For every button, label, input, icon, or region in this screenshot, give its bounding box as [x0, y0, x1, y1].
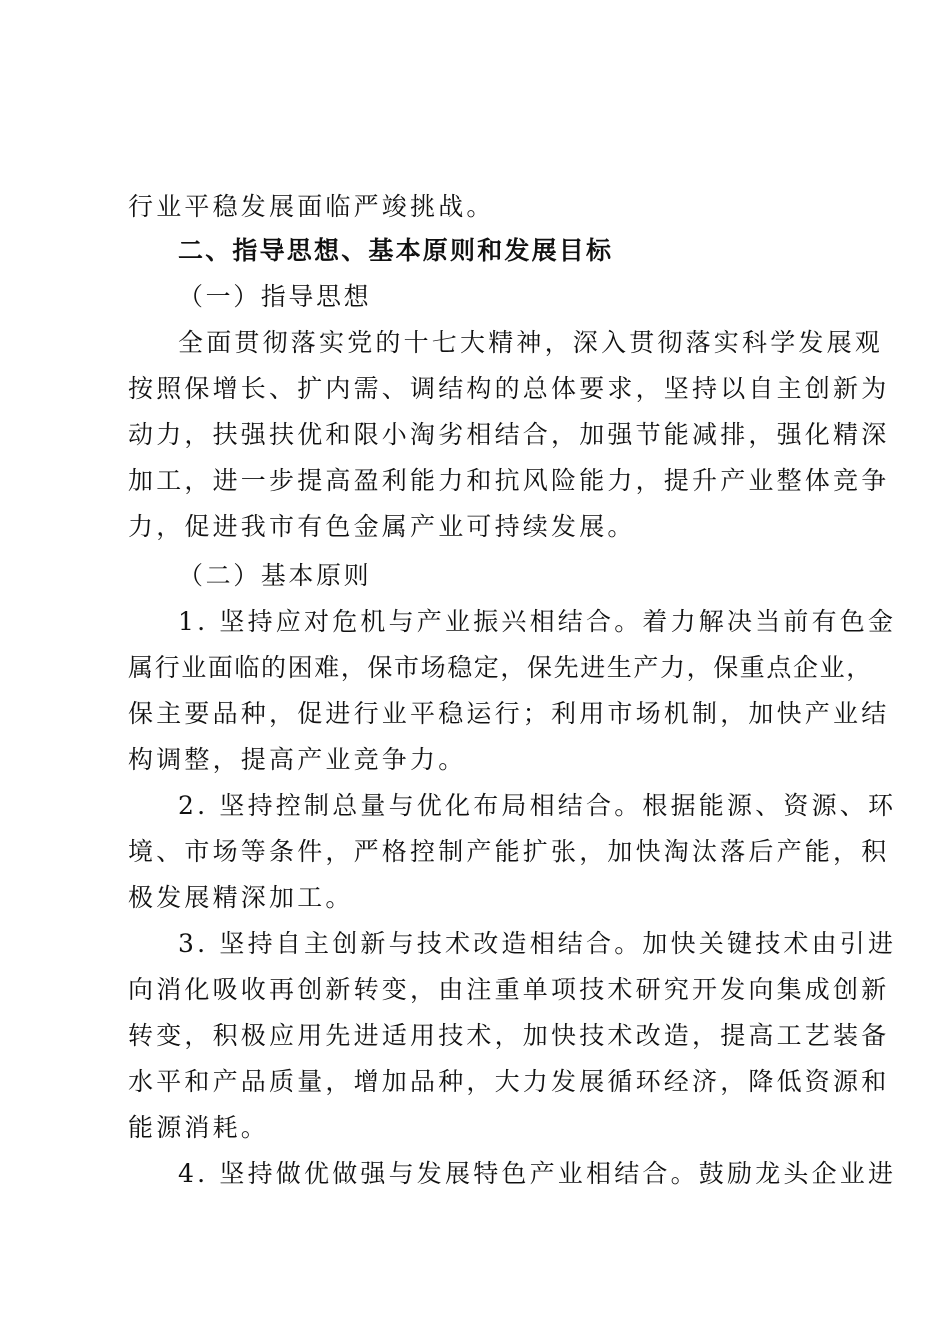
paragraph-line: 属行业面临的困难，保市场稳定，保先进生产力，保重点企业， — [128, 653, 873, 682]
paragraph-line: 构调整，提高产业竞争力。 — [128, 745, 467, 774]
paragraph-line: 行业平稳发展面临严竣挑战。 — [128, 192, 495, 221]
paragraph-line: 全面贯彻落实党的十七大精神，深入贯彻落实科学发展观 — [178, 328, 884, 357]
paragraph-line: 1. 坚持应对危机与产业振兴相结合。着力解决当前有色金 — [178, 607, 897, 636]
paragraph-line: 3. 坚持自主创新与技术改造相结合。加快关键技术由引进 — [178, 929, 897, 958]
paragraph-line: 能源消耗。 — [128, 1113, 270, 1142]
paragraph-line: 力，促进我市有色金属产业可持续发展。 — [128, 512, 636, 541]
paragraph-line: 水平和产品质量，增加品种，大力发展循环经济，降低资源和 — [128, 1067, 890, 1096]
paragraph-line: 按照保增长、扩内需、调结构的总体要求，坚持以自主创新为 — [128, 374, 890, 403]
paragraph-line: 加工，进一步提高盈利能力和抗风险能力，提升产业整体竞争 — [128, 466, 890, 495]
subsection-heading: （二）基本原则 — [178, 561, 372, 590]
paragraph-line: 向消化吸收再创新转变，由注重单项技术研究开发向集成创新 — [128, 975, 890, 1004]
paragraph-line: 4. 坚持做优做强与发展特色产业相结合。鼓励龙头企业进 — [178, 1159, 897, 1188]
section-heading: 二、指导思想、基本原则和发展目标 — [178, 236, 614, 265]
paragraph-line: 境、市场等条件，严格控制产能扩张，加快淘汰落后产能，积 — [128, 837, 890, 866]
paragraph-line: 转变，积极应用先进适用技术，加快技术改造，提高工艺装备 — [128, 1021, 890, 1050]
paragraph-line: 2. 坚持控制总量与优化布局相结合。根据能源、资源、环 — [178, 791, 897, 820]
paragraph-line: 动力，扶强扶优和限小淘劣相结合，加强节能减排，强化精深 — [128, 420, 890, 449]
paragraph-line: 极发展精深加工。 — [128, 883, 354, 912]
paragraph-line: 保主要品种，促进行业平稳运行；利用市场机制，加快产业结 — [128, 699, 890, 728]
subsection-heading: （一）指导思想 — [178, 282, 372, 311]
